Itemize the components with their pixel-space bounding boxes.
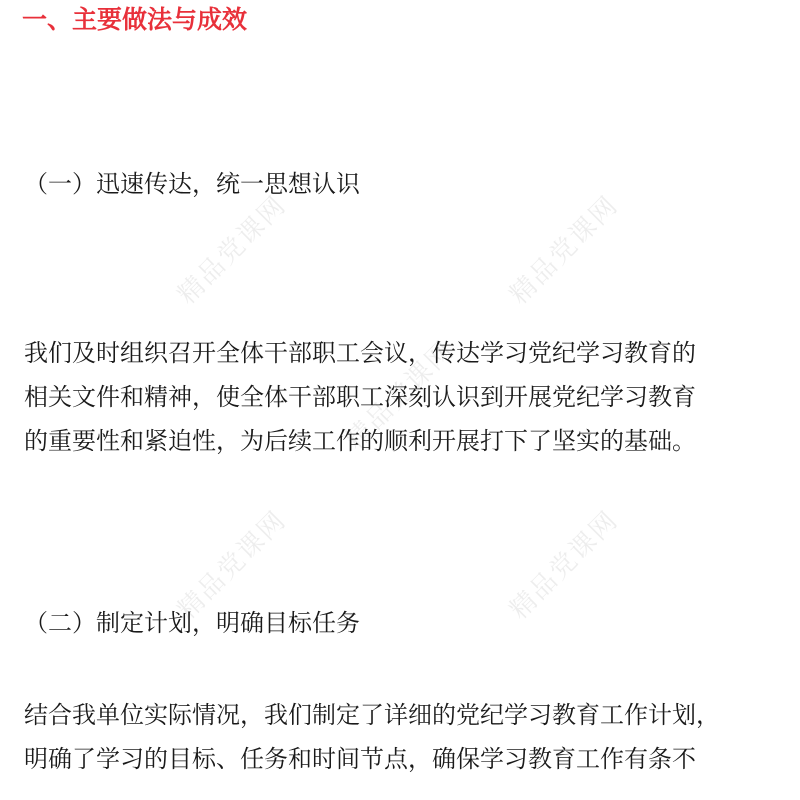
watermark: 精品党课网 <box>340 335 461 456</box>
subsection-heading-1: （一）迅速传达，统一思想认识 <box>24 170 360 198</box>
paragraph-line: 的重要性和紧迫性，为后续工作的顺利开展打下了坚实的基础。 <box>24 427 696 455</box>
paragraph-2 <box>24 693 784 781</box>
paragraph-line: 相关文件和精神，使全体干部职工深刻认识到开展党纪学习教育 <box>24 383 696 411</box>
paragraph-1 <box>24 331 784 463</box>
paragraph-line: 明确了学习的目标、任务和时间节点，确保学习教育工作有条不 <box>24 745 696 773</box>
section-title: 一、主要做法与成效 <box>22 5 248 34</box>
paragraph-line: 我们及时组织召开全体干部职工会议，传达学习党纪学习教育的 <box>24 339 696 367</box>
watermark: 精品党课网 <box>172 505 293 626</box>
subsection-heading-2: （二）制定计划，明确目标任务 <box>24 609 360 637</box>
paragraph-line: 结合我单位实际情况，我们制定了详细的党纪学习教育工作计划， <box>24 701 720 729</box>
watermark: 精品党课网 <box>504 505 625 626</box>
watermark: 精品党课网 <box>504 190 625 311</box>
watermark: 精品党课网 <box>172 190 293 311</box>
